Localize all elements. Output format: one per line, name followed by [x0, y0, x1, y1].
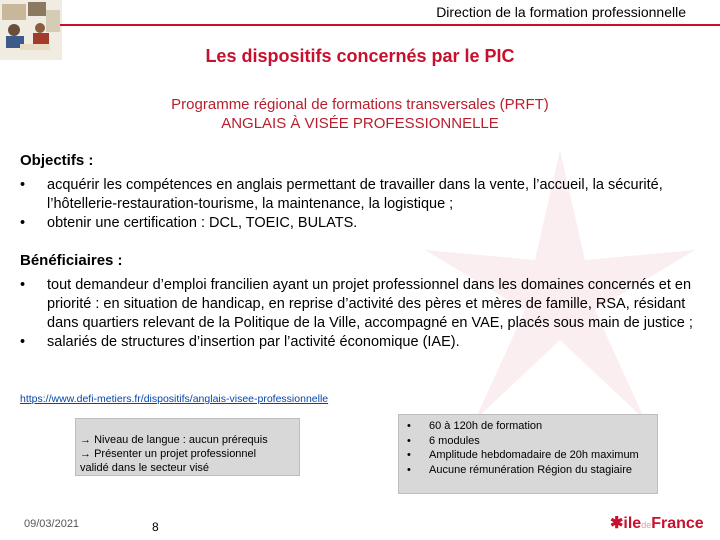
- details-list: [405, 419, 655, 477]
- prerequis-line-3: validé dans le secteur visé: [80, 462, 210, 474]
- list-item: • acquérir les compétences en anglais permettant de travailler dans la vente, l’accueil, la sécurité, l’hôtellerie-restauration-tourisme, la maintenance, la logistique ;: [20, 177, 663, 212]
- list-item: • obtenir une certification : DCL, TOEIC, BULATS.: [20, 215, 358, 231]
- list-item: • Aucune rémunération Région du stagiaire: [407, 463, 633, 476]
- region-logo: ✱iledeFrance: [610, 515, 704, 532]
- list-item: • 6 modules: [407, 434, 480, 447]
- beneficiaires-list: [20, 276, 700, 352]
- region-star-icon: ✱: [610, 515, 624, 532]
- footer-date: 09/03/2021: [24, 518, 80, 530]
- page-title: Les dispositifs concernés par le PIC: [205, 46, 515, 66]
- subtitle-line-1: Programme régional de formations transversales (PRFT): [171, 96, 549, 113]
- subtitle-line-2: ANGLAIS À VISÉE PROFESSIONNELLE: [221, 115, 499, 132]
- list-item: • Amplitude hebdomadaire de 20h maximum: [407, 449, 639, 461]
- header-title: Direction de la formation professionnelle: [436, 4, 686, 20]
- dispositif-link[interactable]: https://www.defi-metiers.fr/dispositifs/anglais-visee-professionnelle: [20, 393, 329, 405]
- header-rule: [60, 24, 720, 26]
- prerequis-line-1: → Niveau de langue : aucun prérequis: [80, 434, 268, 446]
- program-subtitle: [0, 95, 720, 133]
- page-number: 8: [152, 520, 159, 534]
- list-item: • 60 à 120h de formation: [407, 420, 543, 432]
- arrow-icon: →: [80, 448, 91, 460]
- beneficiaires-heading: Bénéficiaires :: [20, 252, 123, 269]
- prerequis-line-2: → Présenter un projet professionnel: [80, 448, 257, 460]
- objectifs-list: [20, 176, 700, 233]
- list-item: • salariés de structures d’insertion par l’activité économique (IAE).: [20, 334, 460, 350]
- list-item: • tout demandeur d’emploi francilien ayant un projet professionnel dans les domaines concernés et en priorité : en situation de handicap, en reprise d’activité des pères et mères de famille, RSA, résidant dans quartiers relevant de la Politique de la Ville, accompagné en VAE, placés sous main de justice ;: [20, 277, 693, 331]
- details-box: [398, 414, 658, 494]
- objectifs-heading: Objectifs :: [20, 152, 94, 169]
- arrow-icon: →: [80, 434, 91, 446]
- prerequis-box: [75, 418, 300, 476]
